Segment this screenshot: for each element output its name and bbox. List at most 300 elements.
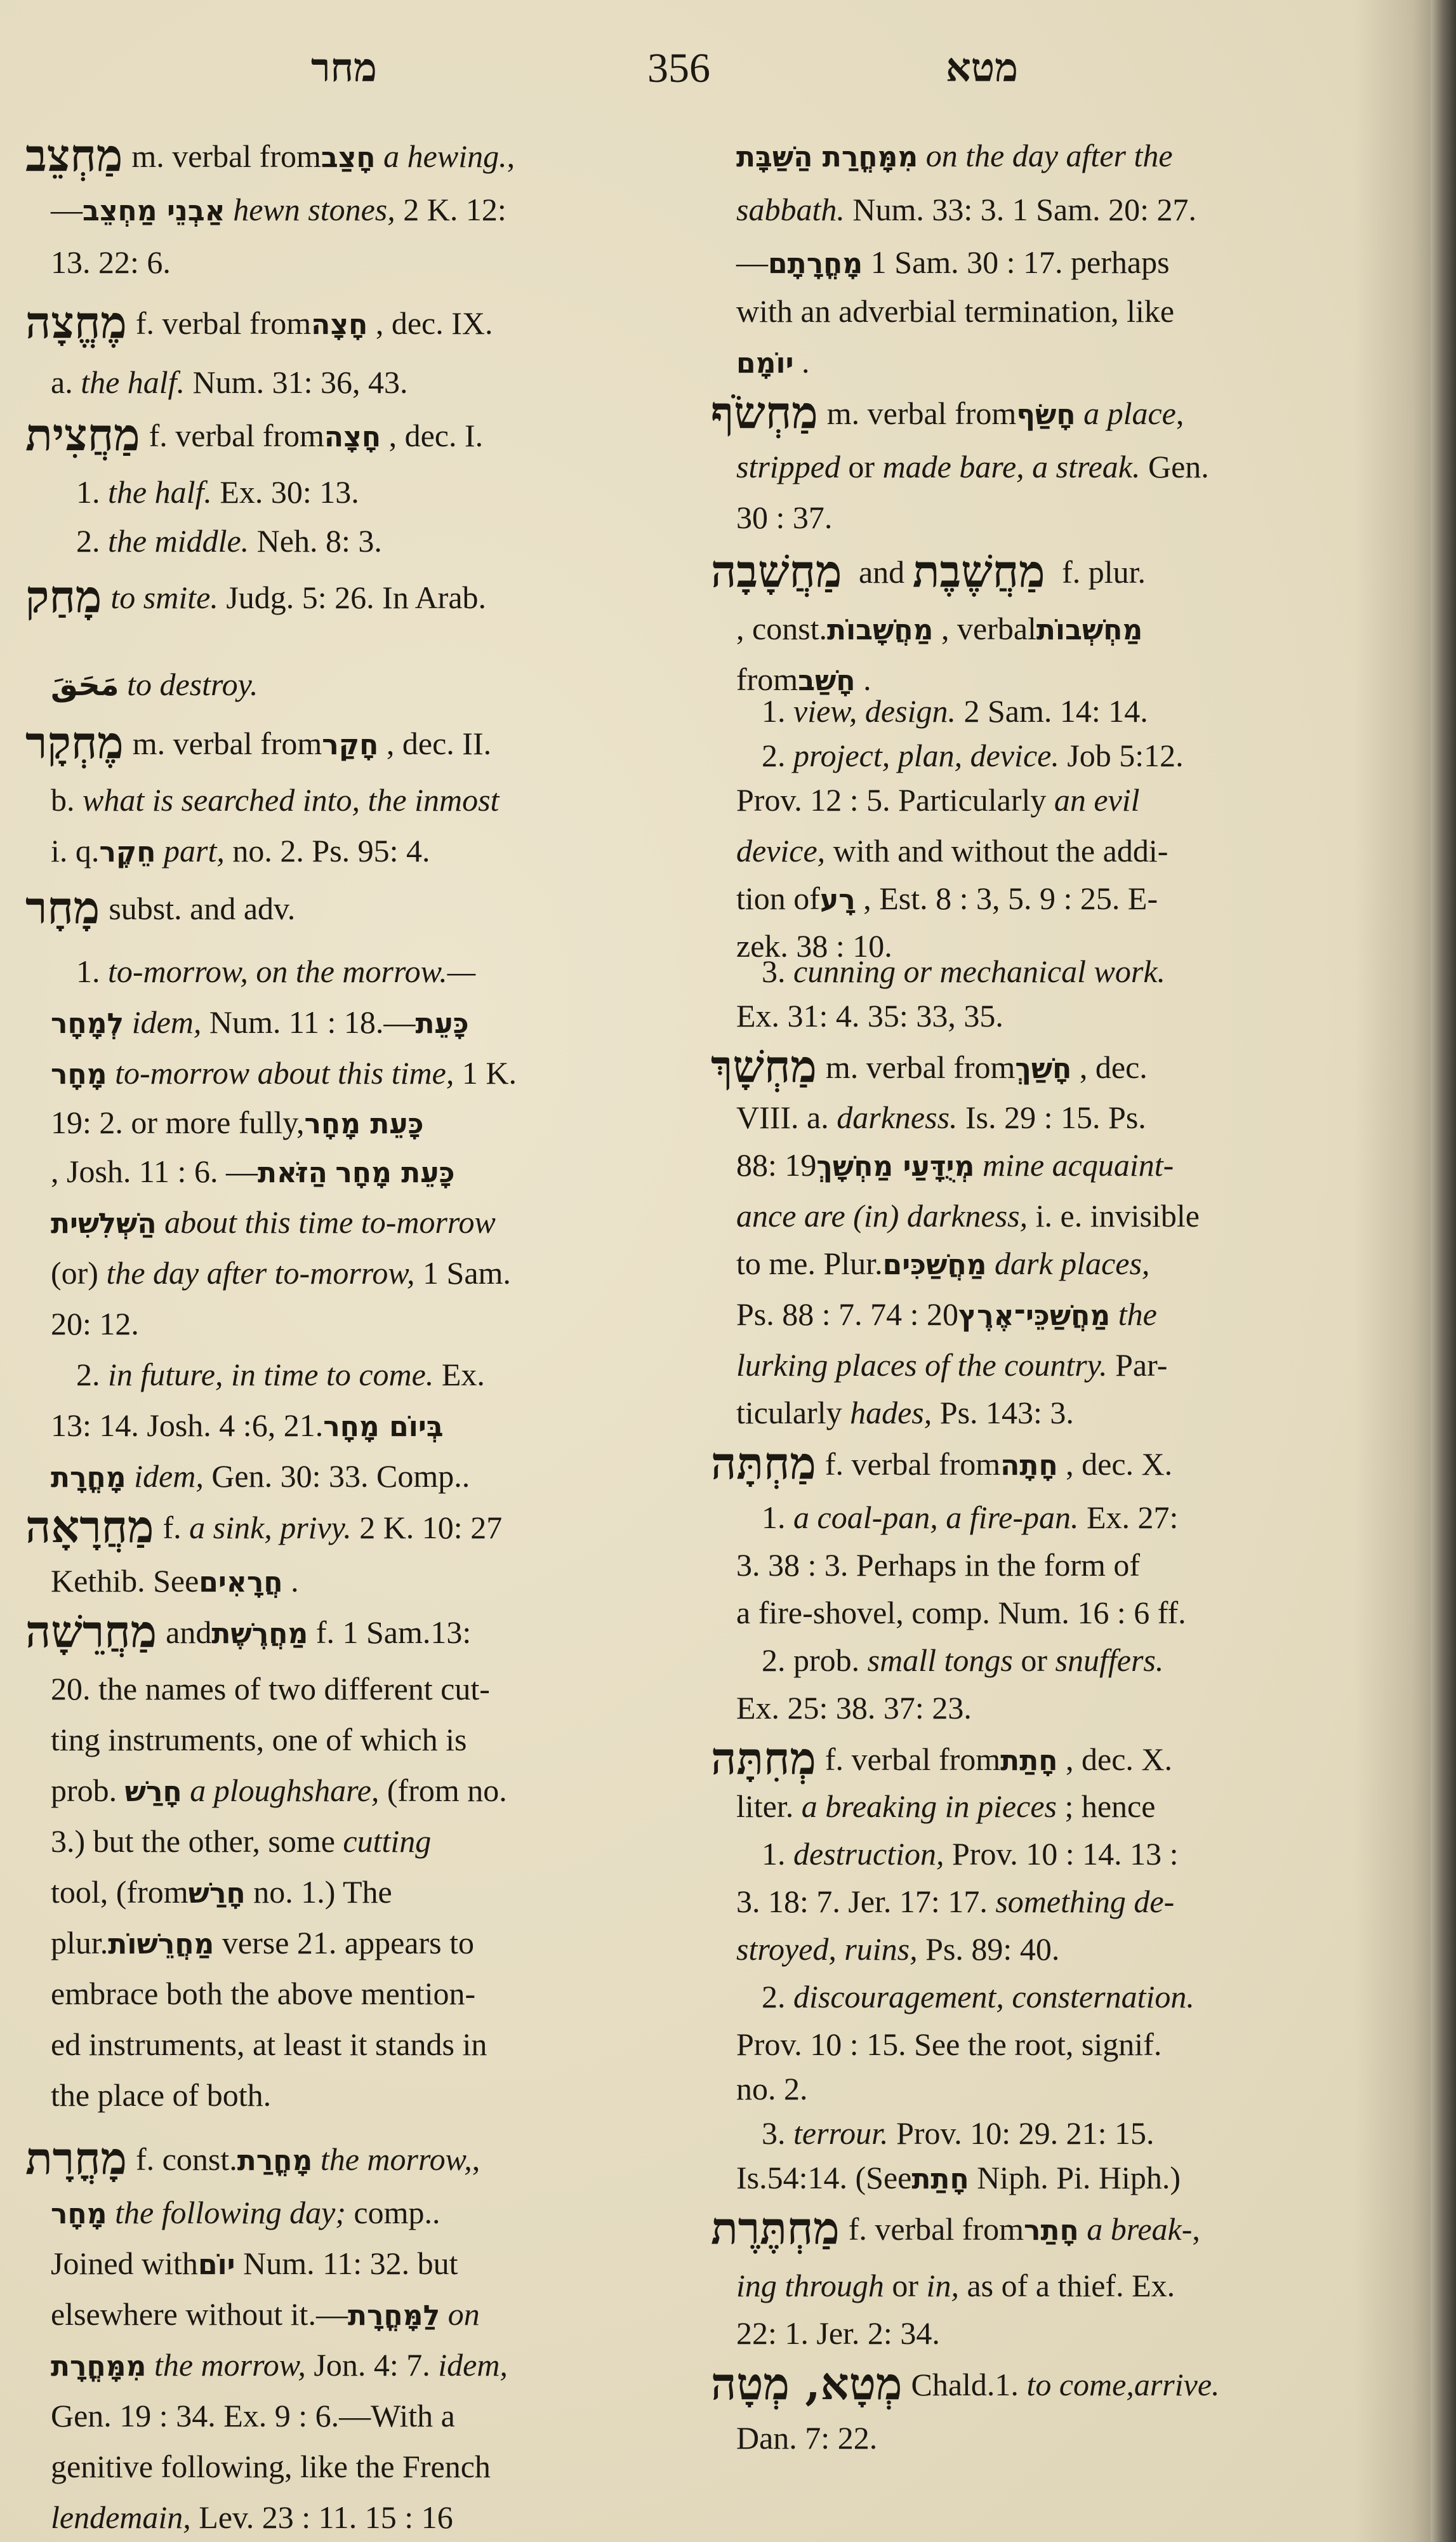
entry-text-line [51,2295,480,2333]
hebrew-word: הַזֹּאת [257,1157,328,1189]
entry-text-line [736,2159,1181,2197]
entry-text: . [432,2195,440,2230]
hebrew-word: מָחֳרַת [237,2145,313,2177]
gloss-italic: a break- [1087,2211,1193,2247]
entry-headword-line [711,1437,1173,1489]
entry-headword-line [25,1500,503,1553]
headword: מַחֲרָאָה [25,1500,154,1553]
entry-headword-line [711,1040,1148,1093]
gloss-italic: idem, [430,2347,508,2383]
entry-text: 2 K. 10: 27 [351,1510,503,1545]
entry-text: or [840,449,875,484]
gloss-italic: ing through [736,2268,884,2303]
entry-text: f. verbal from [824,1446,1001,1482]
entry-text-line [736,1594,1186,1632]
gloss-italic: small tongs [867,1642,1013,1678]
entry-text-line [51,665,258,703]
gloss-italic: a ploughshare, [190,1773,380,1808]
entry-text-line [51,2025,487,2063]
gloss-italic: a place [1083,396,1176,431]
entry-text: f. verbal from [824,1741,1001,1777]
entry-text: , Josh. 11 : 6. — [51,1154,258,1189]
entry-text: , dec. II. [386,726,492,761]
entry-text: Is. 29 : 15. Ps. [957,1100,1146,1135]
hebrew-word: מַחְשְׁבוֹת [1036,614,1143,646]
entry-text: 3. 38 : 3. Perhaps in the form of [736,1547,1141,1583]
entry-text-line [51,1670,490,1708]
entry-text-line [51,2397,455,2435]
entry-text-line [736,2314,940,2352]
entry-text: , [472,2141,480,2177]
entry-text: (from [379,1773,460,1808]
gloss-italic: to destroy. [127,667,258,702]
entry-text: no. 2. [736,2071,808,2106]
entry-text: liter. [736,1788,802,1824]
entry-text: , dec. [1079,1049,1148,1085]
entry-text-line [76,522,382,560]
entry-text: Num. 33: 3. 1 Sam. 20: 27. [844,192,1197,227]
entry-text: , dec. X. [1066,1446,1173,1482]
headword: מַחְתֶּרֶת [711,2202,840,2254]
hebrew-word: מָחֳרָתָם [768,248,863,280]
hebrew-word: מַחֲשָׁבוֹת [827,614,934,646]
entry-text-line [736,609,1142,648]
gloss-italic: the half. [108,474,212,510]
entry-text-line [736,2025,1161,2063]
entry-text-line [762,952,1165,990]
entry-headword-line [25,716,492,769]
hebrew-word: מָחֳרָת [51,1461,126,1494]
entry-text: zek. 38 : 10. [736,928,892,964]
hebrew-word: לַמָּחֳרָת [347,2299,440,2332]
entry-text: tool, (from [51,1874,189,1910]
entry-text: Is.54:14. (See [736,2160,912,2195]
entry-text-line [51,2346,508,2384]
entry-text: 1. [76,954,108,989]
entry-text-line [76,473,359,511]
gloss-italic: terrour. [793,2115,889,2151]
entry-text: m. verbal from [131,138,321,174]
entry-text-line [51,1054,517,1092]
gloss-italic: something de- [995,1884,1175,1919]
gloss-italic: dark places, [995,1246,1150,1281]
gloss-italic: about this time to-morrow [164,1204,496,1240]
hebrew-word: מַחֲרֶשֶׁת [211,1618,308,1650]
hebrew-word: חָרַשׁ [124,1776,182,1808]
entry-text: 3. [762,2115,793,2151]
entry-text: . [802,344,810,380]
entry-text: 2. [762,1979,793,2014]
hebrew-word: בְּיוֹם מָחָר [323,1411,444,1443]
gloss-italic: lendemain, [51,2499,191,2535]
headword: מְחִתָּה [711,1732,816,1785]
entry-text: to me. Plur. [736,1246,883,1281]
entry-text: with and without the addi- [825,833,1168,868]
entry-text-line [762,736,1184,775]
entry-text: from [736,662,798,697]
entry-text: . [461,1458,470,1494]
entry-text: genitive following, like the French [51,2449,491,2484]
entry-text-line [736,190,1196,229]
gloss-italic: project, plan, device. [793,738,1059,773]
entry-text: , [1192,2211,1200,2247]
entry-text-line [736,1787,1155,1825]
entry-text-line [736,243,1170,281]
entry-text: tion of [736,881,820,916]
hebrew-word: חָקַר [322,729,379,761]
entry-text: m. verbal from [132,726,322,761]
entry-text-line [736,1930,1059,1968]
entry-text-line [736,997,1003,1035]
entry-text: Gen. [1140,449,1209,484]
entry-text: , dec. X. [1066,1741,1172,1777]
entry-text: or [1012,1642,1056,1678]
entry-text-line [736,1197,1200,1235]
entry-text: 1 Sam. [414,1255,511,1291]
entry-text-line [51,2498,453,2536]
entry-headword-line [25,296,493,349]
entry-text: m. verbal from [825,1049,1016,1085]
gloss-italic: the middle. [108,523,249,559]
entry-text: 3. [762,954,793,989]
entry-text: Lev. 23 : 11. 15 : 16 [190,2499,453,2535]
entry-text-line [736,1346,1167,1384]
entry-text: Ex. [433,1357,485,1392]
entry-text-line [51,1305,139,1343]
headword: מֶחְקָר [25,716,124,769]
gloss-italic: on [447,2296,480,2332]
entry-text: 2. [762,738,793,773]
entry-text-line [51,363,407,401]
entry-text: Prov. 10 : 15. See the root, signif. [736,2026,1162,2062]
headword: מְטָא, מְטָה [711,2357,903,2410]
headword: מַחֲשֶׁבֶת [912,545,1045,597]
hebrew-word: מִמָּחֳרַת הַשַּׁבָּת [736,141,918,173]
headword: מָחָר [25,881,100,934]
gloss-italic: to come,arrive. [1026,2367,1220,2402]
entry-text: Ex. 31: 4. 35: 33, 35. [736,998,1003,1034]
hebrew-word: מָחָר [51,1058,107,1091]
book-spine-edge [1431,0,1456,2542]
entry-text: prob. [51,1773,125,1808]
entry-text-line [736,1882,1174,1920]
entry-text-line [51,1406,444,1444]
gloss-italic: stroyed, ruins, [736,1931,918,1967]
entry-text: no. 1.) The [253,1874,392,1910]
entry-text: Dan. 7: 22. [736,2420,878,2456]
entry-text: verse 21. appears to [222,1925,474,1960]
entry-text-line [736,448,1209,486]
gloss-italic: a hewing. [383,138,507,174]
entry-text: i. e. invisible [1028,1198,1200,1234]
entry-text: ting instruments, one of which is [51,1722,467,1757]
entry-text-line [51,1203,496,1241]
entry-text-line [51,1974,475,2013]
entry-text: f. 1 Sam.13: [315,1614,472,1650]
page-header [0,44,1456,95]
entry-text: (or) [51,1255,107,1291]
entry-text-line [762,1835,1178,1873]
gloss-italic: hewn stones, [233,192,395,227]
entry-text: f. plur. [1054,554,1146,590]
hebrew-word: כָּעֵת מָחָר [304,1108,424,1140]
entry-text: 20: 12. [51,1306,139,1341]
entry-text-line [51,1457,470,1495]
entry-text: b. [51,782,83,818]
entry-text-line [736,1244,1149,1282]
entry-text: Ps. 143: 3. [932,1395,1074,1430]
entry-headword-line [25,881,296,934]
entry-text-line [51,1152,455,1190]
headword: מָחֳרָת [25,2132,127,2185]
gloss-italic: device, [736,833,826,868]
headword: מַחְשָׁךְ [711,1040,817,1093]
entry-text: 3. 18: 7. Jer. 17: 17. [736,1884,996,1919]
entry-text: Job 5:12. [1059,738,1184,773]
entry-text-line [762,1498,1178,1536]
entry-text-line [51,1254,511,1292]
entry-text-line [76,952,475,990]
entry-text: 1 K. [454,1055,517,1091]
entry-text: Num. 31: 36, 43. [185,364,408,400]
gloss-italic: on the day after the [925,138,1173,173]
entry-text: f. verbal from [848,2211,1024,2247]
hebrew-word: הַשְּׁלִשִׁית [51,1208,157,1240]
entry-headword-line [25,1605,472,1658]
gloss-italic: view, design. [793,693,956,729]
hebrew-word: חָצַב [321,142,376,174]
entry-text: no. [459,1773,507,1808]
gloss-italic: snuffers. [1055,1642,1164,1678]
entry-text: Ps. 88 : 7. 74 : 20 [736,1296,959,1332]
entry-text: 2 Sam. 14: 14. [955,693,1148,729]
entry-text: Num. 11: 32. but [243,2246,458,2281]
entry-text: ed instruments, at least it stands in [51,2026,487,2062]
hebrew-word: מַחֲרֵשׁוֹת [108,1928,215,1960]
hebrew-word: מִמָּחֳרָת [51,2350,147,2383]
entry-text-line [736,498,832,536]
entry-headword-line [711,2202,1200,2254]
headword: מַחְשֹׂף [711,386,818,439]
entry-headword-line [711,1732,1172,1785]
entry-text: Ex. 25: 38. 37: 23. [736,1690,972,1726]
entry-text-line [736,2419,877,2457]
gloss-italic: a coal-pan, a fire-pan. [793,1500,1079,1535]
gloss-italic: what is searched into, the inmost [83,782,500,818]
hebrew-word: חָשַׂף [1016,399,1076,431]
headword: מַחֲרֵשָׁה [25,1605,157,1658]
entry-text: 2 K. 12: [395,192,506,227]
entry-text: a. [51,364,81,400]
entry-text-line [51,2244,458,2282]
running-head-right: מטא [946,44,1019,91]
hebrew-word: חָשַׁךְ [1015,1053,1072,1085]
hebrew-word: מְיֻדָּעַי מַחְשָׁךְ [816,1150,975,1183]
entry-text: and [850,554,913,590]
gloss-italic: cutting [343,1823,432,1859]
entry-text: Kethib. See [51,1563,199,1599]
gloss-italic: an evil [1054,782,1140,818]
gloss-italic: to-morrow about this time, [115,1055,454,1091]
gloss-italic: the [1118,1296,1157,1332]
entry-text: , [1175,396,1184,431]
entry-headword-line [25,2132,480,2185]
hebrew-word: יוֹמָם [736,347,794,380]
entry-text: Neh. 8: 3. [249,523,382,559]
entry-text: as of a thief. Ex. [958,2268,1175,2303]
entry-text-line [736,1546,1140,1584]
hebrew-word: חָצָה [311,309,368,341]
entry-text: 20. the names of two different cut- [51,1671,490,1707]
entry-text: with an adverbial termination, like [736,293,1175,329]
hebrew-word: רָע [819,884,856,916]
hebrew-word: חָרַשׁ [188,1877,246,1910]
entry-headword-line [711,545,1146,597]
arabic-word: مَحَقَ [51,667,119,703]
entry-text: Ex. 30: 13. [211,474,359,510]
entry-text-line [736,832,1168,870]
entry-text: , verbal [941,611,1036,646]
entry-text-line [736,1394,1074,1432]
entry-text: , [506,138,515,174]
entry-text: Joined with [51,2246,198,2281]
entry-headword-line [25,408,484,461]
hebrew-word: יוֹם [197,2249,235,2281]
headword: מָחַק [25,570,102,623]
entry-text-line [736,292,1174,330]
entry-text: 2. [76,1357,108,1392]
entry-text: f. const. [136,2141,237,2177]
entry-text: or [884,2268,927,2303]
entry-text-line [762,692,1148,730]
entry-text-line [51,2076,271,2114]
entry-text-line [51,832,430,870]
entry-text: Ps. 89: 40. [917,1931,1060,1967]
entry-text: elsewhere without it.— [51,2296,348,2332]
entry-text: 30 : 37. [736,500,833,535]
entry-text: — [51,192,83,227]
entry-text-line [51,1003,469,1041]
entry-text-line [51,2447,491,2485]
gloss-italic: to smite. [110,580,218,615]
gloss-italic: a sink, privy. [189,1510,352,1545]
entry-text-line [51,1720,467,1759]
entry-text: VIII. a. [736,1100,837,1135]
gloss-italic: discouragement, consternation. [793,1979,1195,2014]
entry-text-line [736,1295,1157,1333]
gloss-italic: in future, in time to come. [108,1357,434,1392]
entry-text: Ex. 27: [1078,1500,1179,1535]
entry-text: f. [162,1510,190,1545]
gloss-italic: the following day; [115,2195,346,2230]
entry-text: , const. [736,611,828,646]
gloss-italic: sabbath. [736,192,845,227]
gloss-italic: hades, [850,1395,932,1430]
entry-headword-line [711,2357,1220,2410]
entry-text: Niph. Pi. Hiph.) [977,2160,1181,2195]
hebrew-word: חָשַׁב [798,665,856,697]
hebrew-word: חָצָה [324,421,381,453]
hebrew-word: מָחָר [51,2198,107,2230]
entry-text-line [51,1924,474,1962]
entry-text-line [736,136,1173,175]
gloss-italic: the morrow, [154,2347,306,2383]
entry-text: 1 Sam. 30 : 17. perhaps [870,244,1170,280]
entry-text: 3.) but the other, some [51,1823,343,1859]
entry-text: f. verbal from [149,418,324,453]
entry-text-line [51,2193,440,2232]
entry-headword-line [25,570,487,623]
running-head-left: מחר [311,44,377,91]
entry-text: Gen. 19 : 34. Ex. 9 : 6.—With a [51,2398,455,2433]
entry-text: 1. [762,1500,793,1535]
entry-text-line [736,343,810,381]
entry-text-line [736,781,1140,819]
entry-text: 88: 19 [736,1147,817,1183]
hebrew-word: חֲרָאִים [199,1566,283,1599]
hebrew-word: מַחֲשַׁכֵּי־אֶרֶץ [958,1300,1111,1332]
entry-text-line [51,1103,424,1141]
entry-text: , dec. IX. [375,305,493,341]
headword: מֶחֱצָה [25,296,127,349]
entry-text-line [736,1689,972,1727]
entry-text-line [762,1641,1163,1679]
gloss-italic: a breaking in pieces [801,1788,1057,1824]
entry-text: , Est. 8 : 3, 5. 9 : 25. E- [863,881,1158,916]
entry-headword-line [25,129,515,182]
entry-text: Jon. 4: 7. [305,2347,430,2383]
entry-text: 1. [762,693,793,729]
entry-text: i. q. [51,833,100,868]
gloss-italic: idem, [134,1458,204,1494]
hebrew-word: חָתָה [1000,1449,1058,1482]
entry-text: embrace both the above mention- [51,1976,476,2011]
headword: מַחֲשָׁבָה [711,545,842,597]
entry-text: , dec. I. [388,418,484,453]
hebrew-word: חֵקֶר [99,836,156,868]
gloss-italic: the day after to-morrow, [106,1255,415,1291]
entry-text: Gen. 30: 33. Comp. [203,1458,462,1494]
entry-text: . [863,662,871,697]
entry-text: Par- [1107,1347,1168,1383]
entry-text-line [736,2070,808,2108]
entry-text-line [762,1978,1195,2016]
entry-text: 1. [76,474,108,510]
entry-headword-line [711,386,1184,439]
gloss-italic: the morrow, [320,2141,472,2177]
entry-text-line [51,1873,392,1911]
gloss-italic: in, [926,2268,959,2303]
entry-text-line [51,1822,431,1860]
entry-text: 1. [762,1836,793,1872]
entry-text: Judg. 5: 26. In Arab. [218,580,487,615]
entry-text: the place of both. [51,2077,272,2113]
hebrew-word: אַבְנֵי מַחְצֵב [83,195,225,227]
entry-text: f. verbal from [135,305,312,341]
entry-text-line [736,879,1158,917]
entry-text: subst. and adv. [109,891,296,926]
entry-text: a fire-shovel, comp. Num. 16 : 6 ff. [736,1595,1186,1630]
hebrew-word: לְמָחָר [51,1008,124,1040]
entry-text: ; hence [1056,1788,1156,1824]
gloss-italic: mine acquaint- [982,1147,1174,1183]
entry-text: 2. [76,523,108,559]
entry-text-line [51,190,506,229]
entry-text: plur. [51,1925,109,1960]
gloss-italic: cunning or mechanical work. [793,954,1166,989]
entry-text-line [51,1771,507,1809]
gloss-italic: destruction, [793,1836,944,1872]
